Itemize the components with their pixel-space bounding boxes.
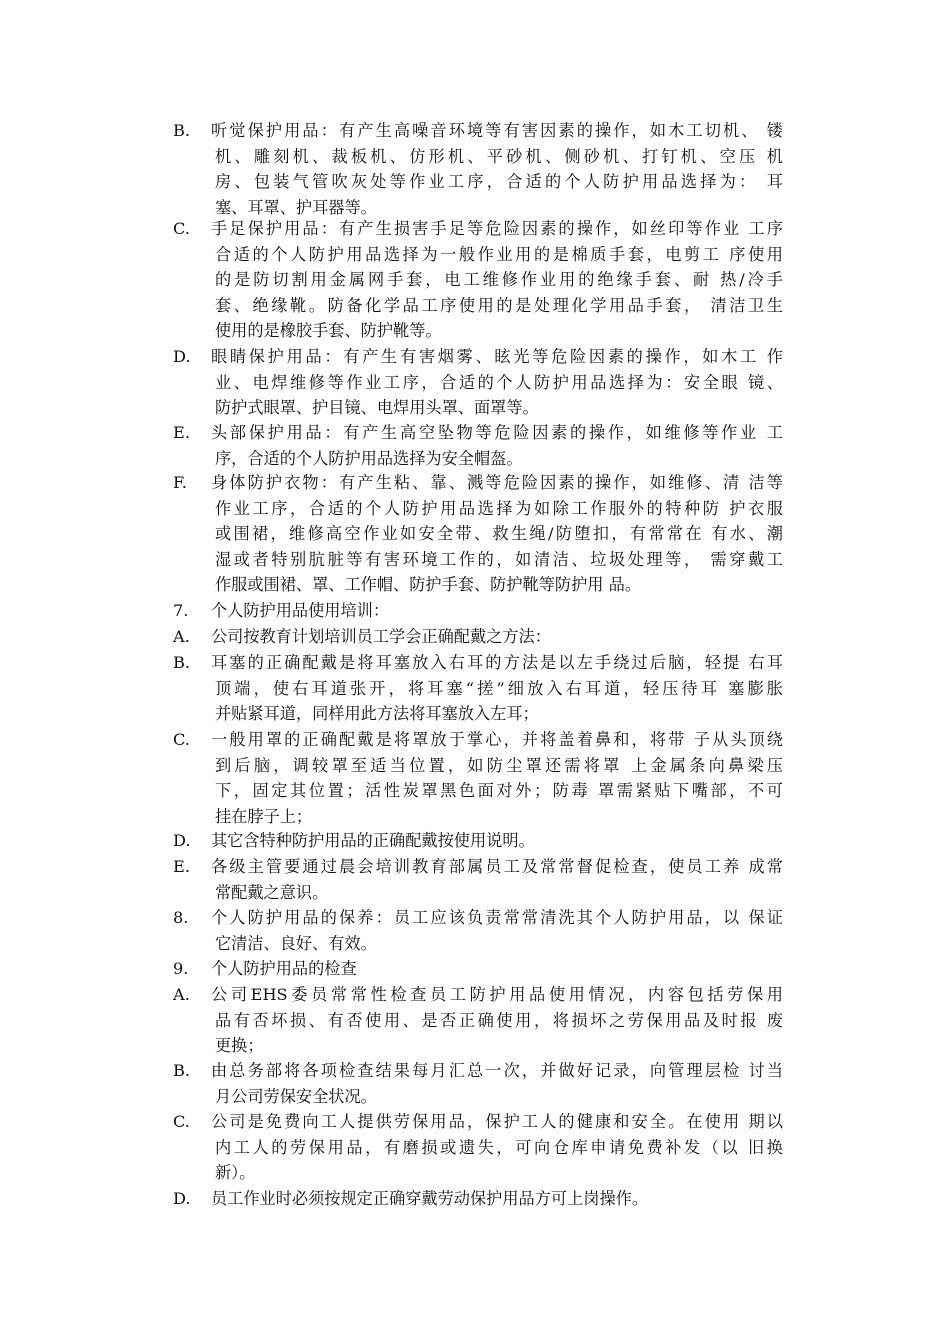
list-item-text [211, 1186, 783, 1212]
list-item [173, 216, 783, 344]
text-line: 个人防护用品使用培训： [211, 601, 390, 620]
list-item-text [211, 118, 783, 220]
text-line: 机、雕刻机、裁板机、仿形机、平砂机、侧砂机、打钉机、空压 机 [215, 146, 783, 166]
text-line: 由总务部将各项检查结果每月汇总一次，并做好记录，向管理层检 讨当 [211, 1061, 783, 1080]
list-marker: D. [173, 347, 191, 366]
list-item [173, 420, 783, 471]
text-line: 更换； [215, 1036, 264, 1055]
text-line: 个人防护用品的检查 [211, 959, 357, 978]
text-line: 到后脑，调较罩至适当位置，如防尘罩还需将罩 上金属条向鼻梁压 [215, 755, 783, 775]
text-line: 塞、耳罩、护耳器等。 [215, 197, 377, 217]
list-marker: A. [173, 627, 190, 646]
list-marker: C. [173, 730, 190, 749]
text-line: 湿或者特别肮脏等有害环境工作的，如清洁、垃圾处理等， 需穿戴工 [215, 549, 783, 569]
list-item [173, 982, 783, 1059]
text-line: 公司是免费向工人提供劳保用品，保护工人的健康和安全。在使用 期以 [211, 1112, 783, 1131]
text-line: 身体防护衣物：有产生粘、靠、溅等危险因素的操作，如维修、清 洁等 [211, 473, 783, 492]
list-item-text [211, 1058, 783, 1109]
list-marker: B. [173, 653, 191, 672]
text-line: 合适的个人防护用品选择为一般作业用的是棉质手套，电剪工 序使用 [215, 244, 783, 264]
list-item-text [211, 1109, 783, 1186]
list-item-text [211, 650, 783, 727]
list-marker: C. [173, 219, 190, 238]
list-item [173, 828, 783, 854]
list-item-text [211, 216, 783, 344]
text-line: 下，固定其位置；活性炭罩黑色面对外；防毒 罩需紧贴下嘴部，不可 [215, 781, 783, 800]
text-line: 眼睛保护用品：有产生有害烟雾、眩光等危险因素的操作，如木工 作 [211, 347, 783, 366]
text-line: 新）。 [215, 1163, 256, 1182]
text-line: 公司按教育计划培训员工学会正确配戴之方法： [211, 627, 551, 646]
list-item [173, 1058, 783, 1109]
text-line: 序，合适的个人防护用品选择为安全帽盔。 [215, 448, 523, 468]
list-marker: C. [173, 1112, 190, 1131]
list-item-text [211, 854, 783, 905]
text-line: 顶端，使右耳道张开，将耳塞“搓”细放入右耳道，轻压待耳 塞膨胀 [215, 678, 783, 698]
list-item [173, 650, 783, 727]
list-item-text [211, 727, 783, 829]
list-item-text [211, 420, 783, 471]
list-marker: 7. [173, 601, 189, 620]
text-line: 房、包装气管吹灰处等作业工序，合适的个人防护用品选择为： 耳 [215, 172, 783, 191]
list-marker: D. [173, 1189, 191, 1208]
text-line: 公司EHS委员常常性检查员工防护用品使用情况，内容包括劳保用 [211, 985, 783, 1004]
list-item [173, 598, 783, 624]
list-item [173, 1109, 783, 1186]
list-marker: 9. [173, 959, 189, 978]
text-line: 其它含特种防护用品的正确配戴按使用说明。 [211, 831, 535, 850]
text-line: 品有否坏损、有否使用、是否正确使用，将损坏之劳保用品及时报 废 [215, 1010, 783, 1030]
list-marker: D. [173, 831, 191, 850]
list-item-text [211, 624, 783, 650]
list-item [173, 905, 783, 956]
text-line: 作业工序，合适的个人防护用品选择为如除工作服外的特种防 护衣服 [215, 498, 783, 518]
list-item-text [211, 598, 783, 624]
list-item [173, 344, 783, 421]
text-line: 手足保护用品：有产生损害手足等危险因素的操作，如丝印等作业 工序 [211, 219, 783, 238]
text-line: 套、绝缘靴。防备化学品工序使用的是处理化学用品手套， 清洁卫生 [215, 295, 783, 315]
list-item [173, 956, 783, 982]
text-line: 各级主管要通过晨会培训教育部属员工及常常督促检查，使员工养 成常 [211, 857, 783, 876]
text-line: 并贴紧耳道，同样用此方法将耳塞放入左耳； [215, 704, 539, 723]
list-item [173, 854, 783, 905]
list-item-text [211, 828, 783, 854]
text-line: 防护式眼罩、护目镜、电焊用头罩、面罩等。 [215, 398, 539, 417]
list-marker: A. [173, 985, 190, 1004]
list-marker: F. [173, 473, 187, 492]
list-item [173, 470, 783, 598]
text-line: 它清洁、良好、有效。 [215, 933, 377, 953]
text-line: 耳塞的正确配戴是将耳塞放入右耳的方法是以左手绕过后脑，轻提 右耳 [211, 653, 783, 672]
text-line: 使用的是橡胶手套、防护靴等。 [215, 321, 442, 340]
list-item-text [211, 470, 783, 598]
text-line: 常配戴之意识。 [215, 882, 329, 902]
list-marker: E. [173, 857, 190, 876]
text-line: 的是防切割用金属网手套，电工维修作业用的绝缘手套、耐 热/冷手 [215, 270, 783, 289]
list-marker: B. [173, 121, 191, 140]
text-line: 或围裙，维修高空作业如安全带、救生绳/防堕扣，有常常在 有水、潮 [215, 524, 783, 543]
list-marker: B. [173, 1061, 191, 1080]
list-item [173, 1186, 783, 1212]
text-line: 头部保护用品：有产生高空坠物等危险因素的操作，如维修等作业 工 [211, 423, 783, 442]
list-item [173, 727, 783, 829]
text-line: 挂在脖子上； [215, 806, 313, 826]
text-line: 个人防护用品的保养：员工应该负责常常清洗其个人防护用品，以 保证 [211, 908, 783, 927]
text-line: 内工人的劳保用品，有磨损或遗失，可向仓库申请免费补发（以 旧换 [215, 1137, 783, 1157]
text-line: 一般用罩的正确配戴是将罩放于掌心，并将盖着鼻和，将带 子从头顶绕 [211, 730, 783, 749]
list-item [173, 118, 783, 220]
text-line: 员工作业时必须按规定正确穿戴劳动保护用品方可上岗操作。 [211, 1189, 649, 1208]
text-line: 业、电焊维修等作业工序，合适的个人防护用品选择为：安全眼 镜、 [215, 372, 783, 392]
list-item-text [211, 982, 783, 1059]
text-line: 听觉保护用品：有产生高噪音环境等有害因素的操作，如木工切机、 镂 [211, 121, 783, 140]
list-item-text [211, 905, 783, 956]
list-item-text [211, 956, 783, 982]
text-line: 月公司劳保安全状况。 [215, 1086, 377, 1106]
list-item-text [211, 344, 783, 421]
list-marker: E. [173, 423, 190, 442]
list-item [173, 624, 783, 650]
text-line: 作服或围裙、罩、工作帽、防护手套、防护靴等防护用 品。 [215, 575, 642, 594]
list-marker: 8. [173, 908, 189, 927]
